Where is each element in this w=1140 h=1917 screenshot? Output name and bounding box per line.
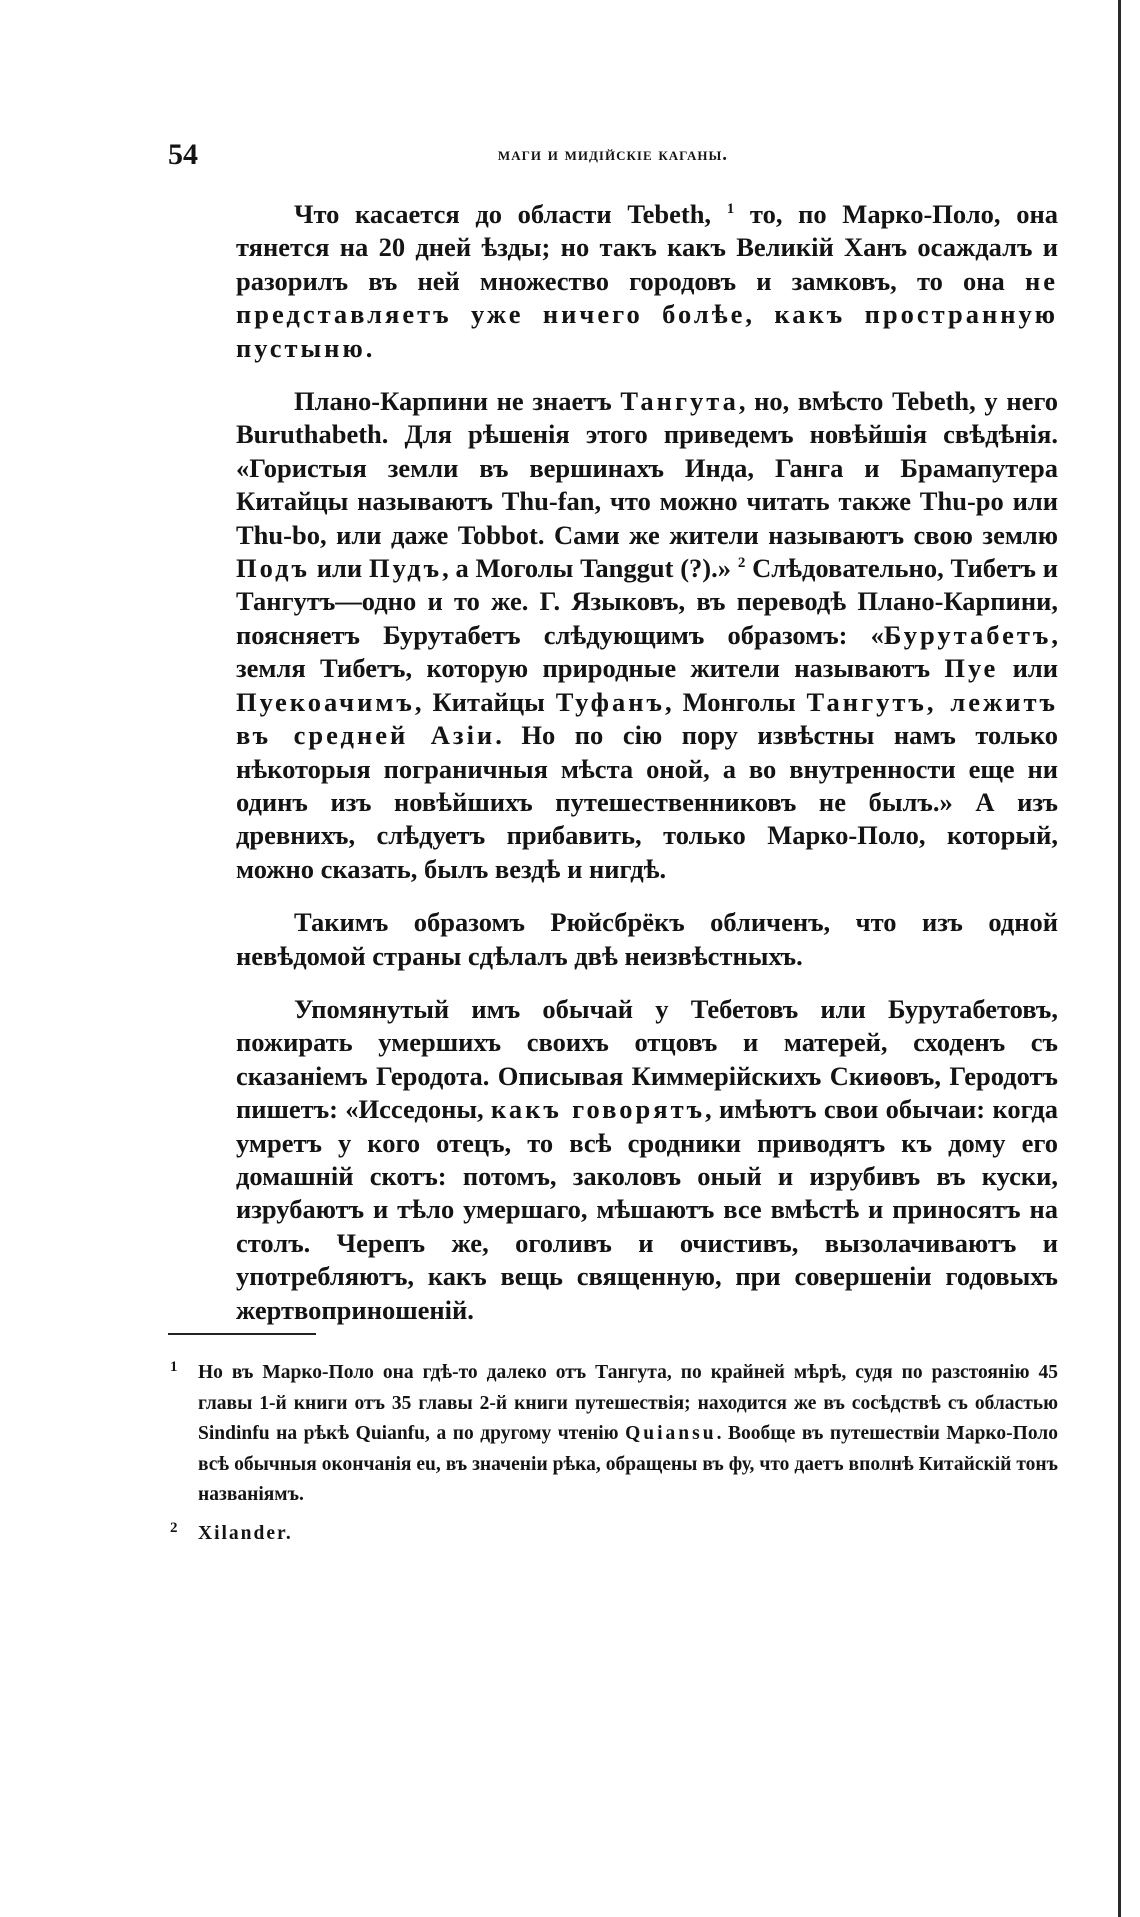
spaced-text-run: Бурутабетъ xyxy=(883,619,1052,650)
text-run: , но, вмѣсто Tebeth, у него Buruthabeth. Для рѣшенія этого приведемъ новѣйшія свѣдѣнія. «Гористыя земли въ вершинахъ Инда, Ганга и Брамапутера Китайцы называютъ Thu-fan, что можно читать также Thu-po или Thu-bo, или даже Tobbot. Сами же жители называютъ свою землю xyxy=(236,386,1059,550)
text-run: , а Моголы Tanggut (?).» xyxy=(442,553,738,584)
spaced-text-run: не представляетъ уже ничего болѣе, какъ пространную пустыню. xyxy=(236,265,1058,363)
text-run: , имѣютъ свои обычаи: когда умретъ у кого отецъ, то всѣ сродники приводятъ къ дому его домашній скотъ: потомъ, заколовъ оный и изрубивъ въ куски, изрубаютъ и тѣло умершаго, мѣшаютъ все вмѣстѣ и приносятъ на столъ. Черепъ же, оголивъ и очистивъ, вызолачиваютъ и употребляютъ, какъ вещь священную, при совершеніи годовыхъ жертвоприношеній. xyxy=(236,1094,1058,1325)
paragraph-ruysbroeck xyxy=(236,906,1058,973)
footnote-source: Xilander. xyxy=(198,1522,293,1544)
text-run: или xyxy=(998,653,1058,684)
spaced-text-run: Тангута xyxy=(620,386,739,417)
footnote-1 xyxy=(168,1358,1058,1511)
footnote-2 xyxy=(168,1519,1058,1550)
running-title: маги и мидійскіе каганы. xyxy=(497,144,729,165)
text-run: Такимъ образомъ Рюйсбрёкъ обличенъ, что изъ одной невѣдомой страны сдѣлалъ двѣ неизвѣстныхъ. xyxy=(236,907,1058,971)
paragraph-herodotus xyxy=(236,993,1058,1327)
text-run: , земля Тибетъ, которую природные жители называютъ xyxy=(236,619,1058,684)
text-run: Но въ Марко-Поло она гдѣ-то далеко отъ Тангута, по крайней мѣрѣ, судя по разстоянію 45 главы 1-й книги отъ 35 главы 2-й книги путешествія; находится же въ сосѣдствѣ съ областью Sindinfu на рѣкѣ Quianfu, а по другому чтенію xyxy=(198,1362,1058,1444)
spaced-text-run: Пуекоачимъ xyxy=(236,686,415,717)
text-run: Упомянутый имъ обычай у Тебетовъ или Бурутабетовъ, пожирать умершихъ своихъ отцовъ и матерей, сходенъ съ сказаніемъ Геродота. Описывая Киммерійскихъ Скиѳовъ, Геродотъ пишетъ: «Исседоны, xyxy=(236,993,1058,1125)
text-run: или xyxy=(309,553,369,584)
footnote-divider xyxy=(168,1333,316,1335)
page-number: 54 xyxy=(168,138,198,171)
running-head xyxy=(168,138,1058,178)
text-run: . Но по сію пору извѣстны намъ только нѣкоторыя пограничныя мѣста оной, а во внутренности еще ни одинъ изъ новѣйшихъ путешественниковъ не былъ.» А изъ древнихъ, слѣдуетъ прибавить, только Марко-Поло, который, можно сказать, былъ вездѣ и нигдѣ. xyxy=(236,720,1059,884)
spaced-text-run: Туфанъ xyxy=(555,686,665,717)
spaced-text-run: Тангутъ, лежитъ въ средней Азіи xyxy=(236,686,1058,751)
footnote-mark: 1 xyxy=(170,1359,178,1375)
footnote-ref-1: 1 xyxy=(726,201,735,218)
page-edge-line xyxy=(1118,0,1121,1917)
spaced-text-run: какъ говорятъ xyxy=(490,1094,706,1125)
footnote-mark: 2 xyxy=(170,1519,178,1536)
spaced-text-run: Пудъ xyxy=(369,553,443,584)
paragraph-tebeth xyxy=(236,198,1058,365)
spaced-text-run: Подъ xyxy=(236,553,310,584)
text-run: . Вообще въ путешествіи Марко-Поло всѣ обычныя окончанія eu, въ значеніи рѣка, обращены въ фу, что даетъ вполнѣ Китайскій тонъ названіямъ. xyxy=(198,1423,1058,1505)
footnotes xyxy=(168,1358,1058,1557)
footnote-ref-2: 2 xyxy=(737,555,746,572)
text-run: , Китайцы xyxy=(414,686,556,717)
body-text xyxy=(236,198,1058,1347)
paragraph-plano-carpini xyxy=(236,385,1058,886)
text-run: , Монголы xyxy=(664,686,807,717)
spaced-text-run: Quiansu xyxy=(625,1423,717,1444)
text-run: Слѣдовательно, Тибетъ и Тангутъ—одно и то же. Г. Языковъ, въ переводѣ Плано-Карпини, поясняетъ Бурутабетъ слѣдующимъ образомъ: « xyxy=(236,553,1059,650)
text-run: Что касается до области Tebeth, xyxy=(294,199,727,229)
text-run: Плано-Карпини не знаетъ xyxy=(294,386,621,417)
spaced-text-run: Пуе xyxy=(944,653,999,684)
text-run: то, по Марко-Поло, она тянется на 20 дней ѣзды; но такъ какъ Великій Ханъ осаждалъ и разорилъ въ ней множество городовъ и замковъ, то она xyxy=(236,199,1058,296)
